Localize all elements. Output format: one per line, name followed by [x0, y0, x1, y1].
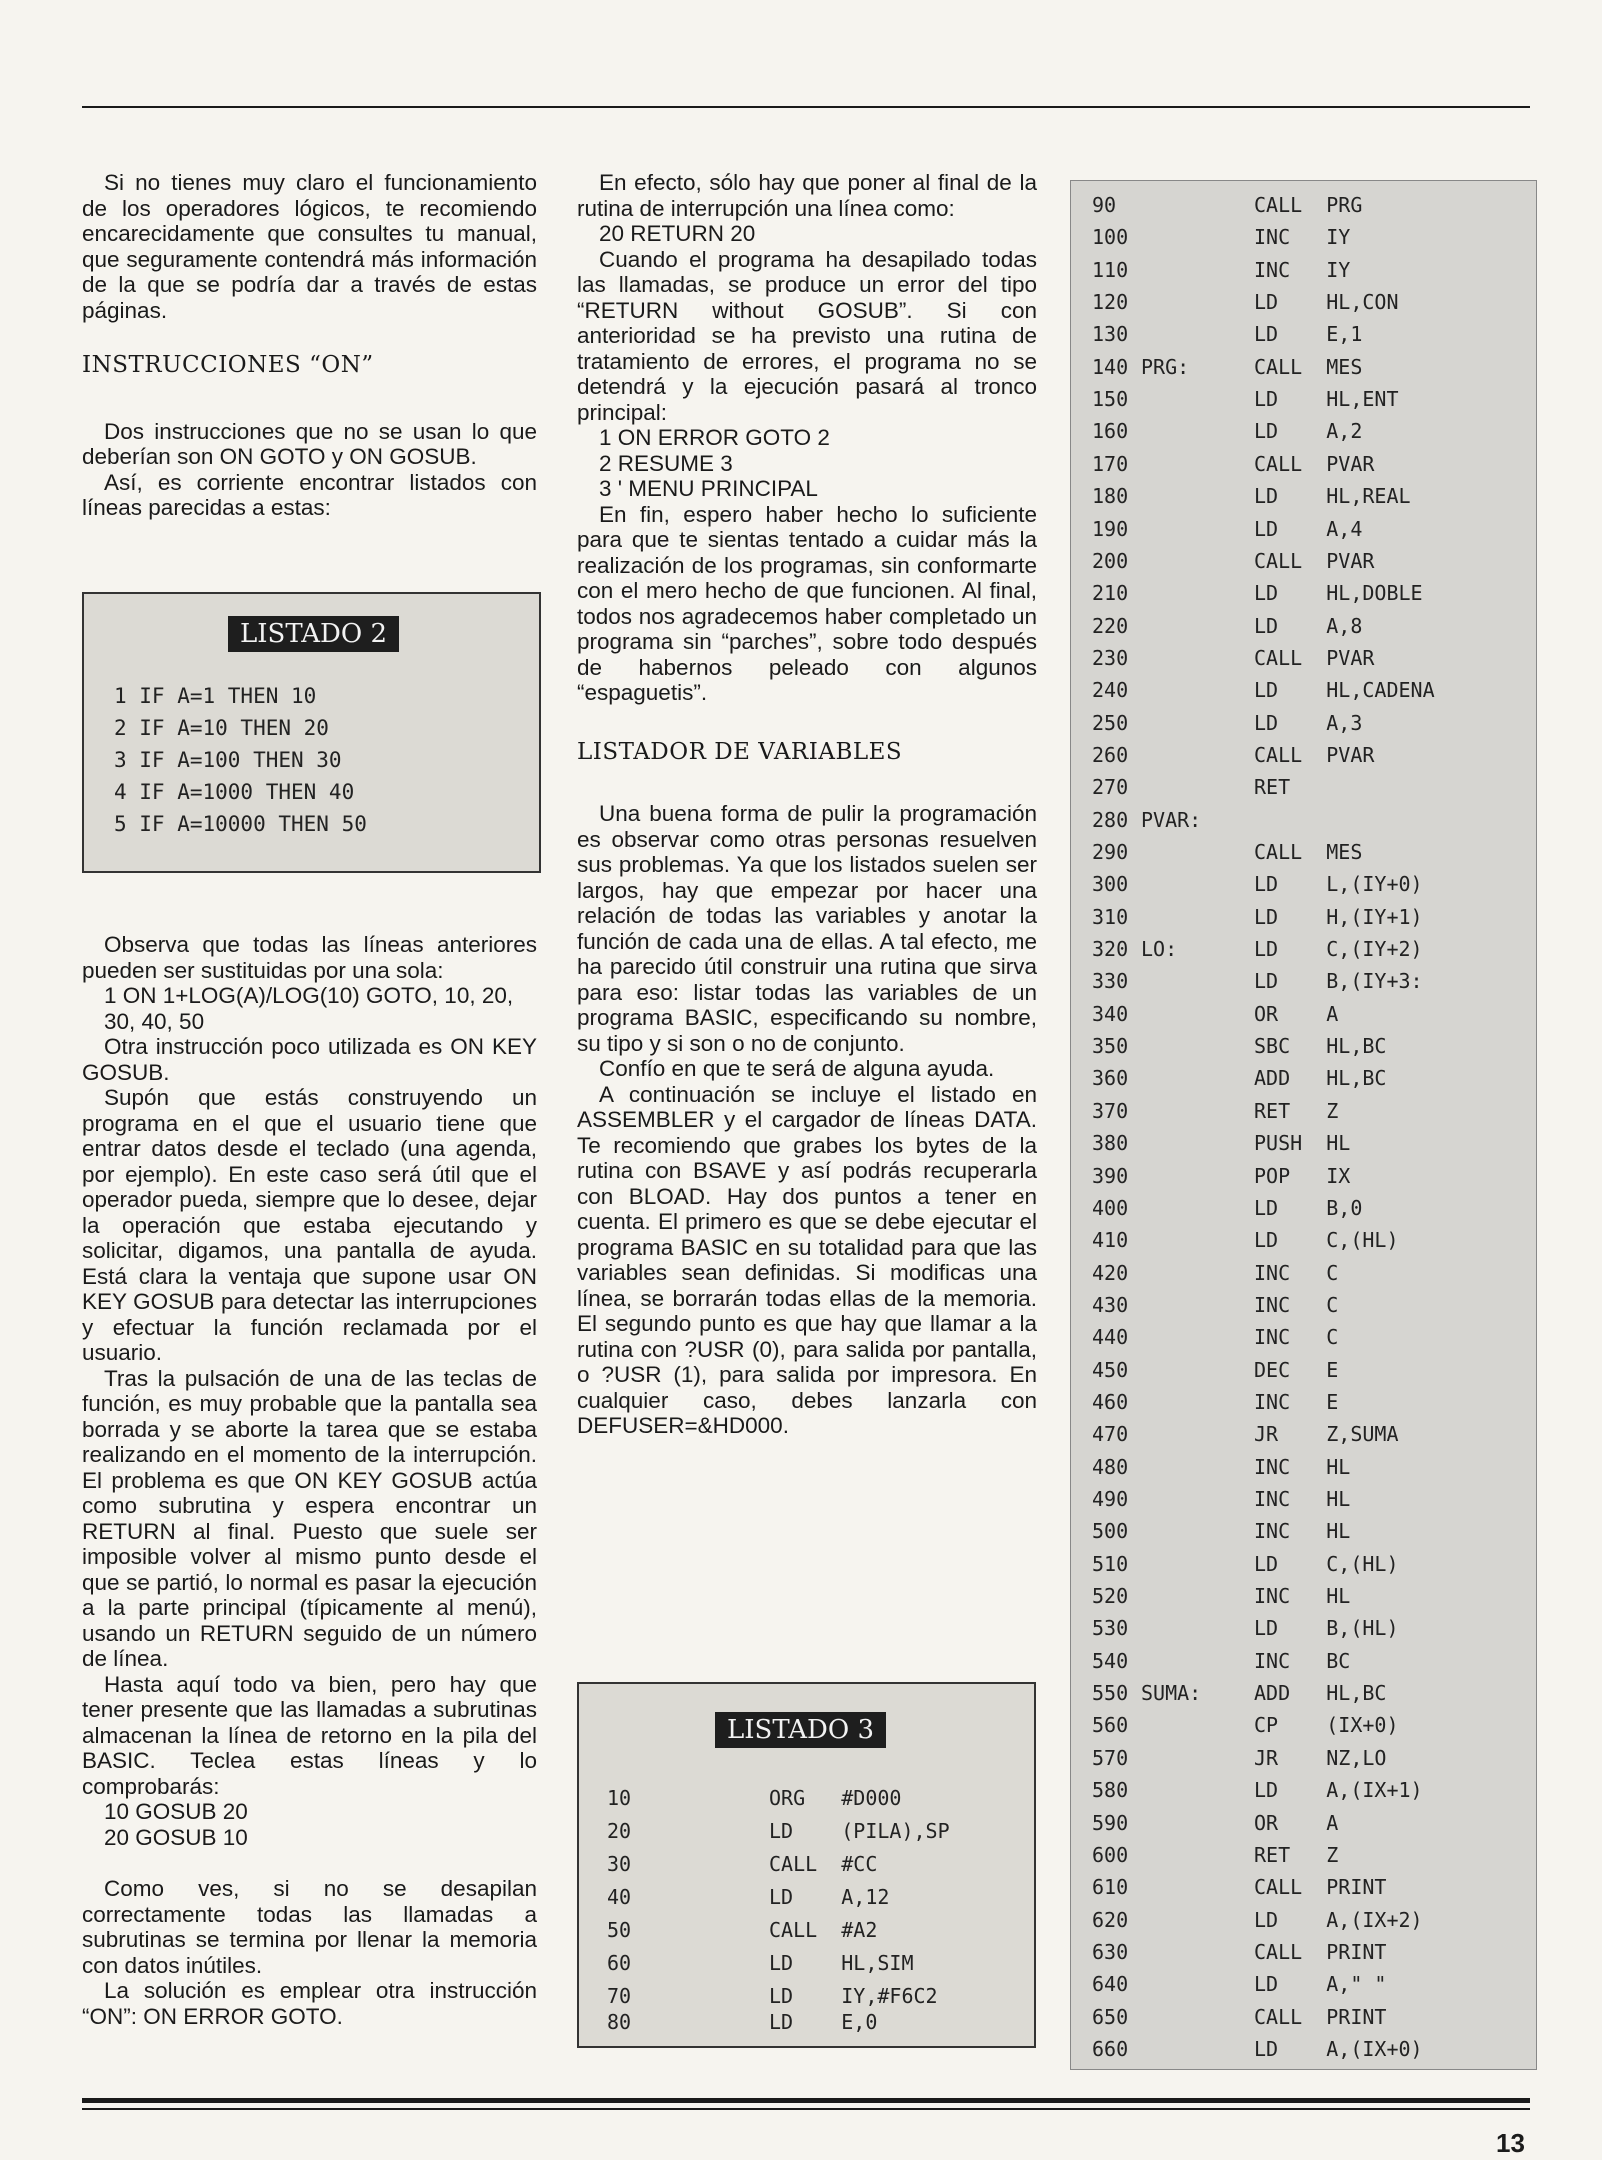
line-number: 140 [1092, 354, 1129, 379]
instruction: RET Z [1254, 1098, 1339, 1123]
listado-3-box [577, 1682, 1036, 2048]
instruction: INC HL [1254, 1584, 1351, 1609]
assembler-row [1071, 1681, 1536, 1713]
instruction: LD E,0 [769, 2010, 878, 2034]
assembler-row [1071, 1034, 1536, 1066]
assembler-row [1071, 646, 1536, 678]
assembler-row [1071, 1325, 1536, 1357]
paragraph-confio: Confío en que te será de alguna ayuda. [599, 1056, 995, 1081]
line-number: 430 [1092, 1292, 1129, 1317]
assembler-row [1071, 905, 1536, 937]
line-number: 620 [1092, 1907, 1129, 1932]
listado-2-line: 4 IF A=1000 THEN 40 [114, 780, 355, 804]
line-number: 340 [1092, 1001, 1129, 1026]
assembler-row [1071, 872, 1536, 904]
page-number: 13 [1496, 2128, 1525, 2158]
paragraph-fin: En fin, espero haber hecho lo suficiente para que te sientas tentado a cuidar más la realización de los programas, sin conformarte con el mero hecho de que funcionen. Al final, todos nos agradecemos haber completado un programa sin “parches”, sobre todo después de habernos peleado con algunos “espaguetis”. [577, 501, 1037, 705]
line-number: 310 [1092, 904, 1129, 929]
instruction: INC HL [1254, 1519, 1351, 1544]
line-number: 120 [1092, 290, 1129, 315]
assembler-row [1071, 1972, 1536, 2004]
instruction: CALL PVAR [1254, 742, 1375, 767]
line-number: 330 [1092, 969, 1129, 994]
assembler-row [1071, 1843, 1536, 1875]
instruction: LD A,(IX+0) [1254, 2036, 1423, 2061]
line-number: 250 [1092, 710, 1129, 735]
line-number: 180 [1092, 484, 1129, 509]
instruction: INC BC [1254, 1648, 1351, 1673]
line-number: 40 [607, 1885, 632, 1909]
code-gosub-line: 20 GOSUB 10 [104, 1824, 248, 1850]
assembler-row [1071, 452, 1536, 484]
instruction: PUSH HL [1254, 1131, 1351, 1156]
instruction: INC C [1254, 1325, 1339, 1350]
instruction: CALL PRINT [1254, 1939, 1387, 1964]
line-number: 230 [1092, 645, 1129, 670]
instruction: LD B,(HL) [1254, 1616, 1399, 1641]
line-number: 300 [1092, 872, 1129, 897]
instruction: INC HL [1254, 1454, 1351, 1479]
line-number: 90 [1092, 193, 1117, 217]
listado-3-row [579, 1951, 1034, 1984]
assembler-row [1071, 290, 1536, 322]
assembler-row [1071, 678, 1536, 710]
instruction: DEC E [1254, 1357, 1339, 1382]
line-number: 550 [1092, 1681, 1129, 1706]
assembler-row [1071, 484, 1536, 516]
line-number: 480 [1092, 1454, 1129, 1479]
instruction: LD A,(IX+2) [1254, 1907, 1423, 1932]
line-number: 320 [1092, 937, 1129, 962]
line-number: 270 [1092, 775, 1129, 800]
line-number: 190 [1092, 516, 1129, 541]
line-number: 650 [1092, 2004, 1129, 2029]
assembler-row [1071, 1099, 1536, 1131]
instruction: LD (PILA),SP [769, 1819, 950, 1843]
instruction: CALL MES [1254, 840, 1363, 864]
listado-3-row [579, 1819, 1034, 1852]
listado-3-row [579, 1885, 1034, 1918]
instruction: CALL PVAR [1254, 548, 1375, 573]
assembler-row [1071, 419, 1536, 451]
line-number: 370 [1092, 1098, 1129, 1123]
assembler-row [1071, 743, 1536, 775]
instruction: CALL MES [1254, 354, 1363, 379]
label: SUMA: [1141, 1681, 1202, 1706]
label: PVAR: [1141, 807, 1202, 832]
assembler-row [1071, 1940, 1536, 1972]
paragraph-buena: Una buena forma de pulir la programación es observar como otras personas resuelven sus problemas. Ya que los listados suelen ser largos, hay que empezar por hacer una relación de todas las variables y anotar la función de cada una de ellas. A tal efecto, me ha parecido útil construir una rutina que sirva para eso: listar todas las variables de un programa BASIC, especificando su nombre, su tipo y si son o no de conjunto. [577, 801, 1037, 1056]
instruction: LD HL,DOBLE [1254, 581, 1423, 606]
instruction: CALL PVAR [1254, 451, 1375, 476]
line-number: 570 [1092, 1745, 1129, 1770]
assembler-row [1071, 1196, 1536, 1228]
line-number: 10 [607, 1786, 632, 1810]
listado-2-line: 3 IF A=100 THEN 30 [114, 748, 342, 772]
code-gosub-line: 10 GOSUB 20 [104, 1799, 248, 1824]
line-number: 500 [1092, 1519, 1129, 1544]
assembler-row [1071, 711, 1536, 743]
paragraph-on-key: Otra instrucción poco utilizada es ON KEY GOSUB. [82, 1034, 537, 1085]
instruction: CALL PRINT [1254, 1875, 1387, 1900]
listado-2-label: LISTADO 2 [228, 616, 399, 652]
instruction: LD A," " [1254, 1972, 1387, 1997]
instruction: LD A,3 [1254, 710, 1363, 735]
paragraph-continuacion: A continuación se incluye el listado en ASSEMBLER y el cargador de líneas DATA. Te recomiendo que grabes los bytes de la rutina con BSAVE y así podrás recuperarla con BLOAD. Hay dos puntos a tener en cuenta. El primero es que se debe ejecutar el programa BASIC en su totalidad para que las variables sean definidas. Si modificas una línea, se borrarán todas ellas de la memoria. El segundo punto es que hay que llamar a la rutina con ?USR (0), para salida por pantalla, o ?USR (1), para salida por impresora. En cualquier caso, debes lanzarla con DEFUSER=&HD000. [577, 1081, 1037, 1438]
assembler-row [1071, 1455, 1536, 1487]
assembler-row [1071, 2005, 1536, 2037]
line-number: 540 [1092, 1648, 1129, 1673]
line-number: 600 [1092, 1842, 1129, 1867]
code-error-line: 2 RESUME 3 [599, 450, 733, 476]
line-number: 410 [1092, 1228, 1129, 1253]
listado-2-line: 2 IF A=10 THEN 20 [114, 716, 329, 740]
instruction: CALL PVAR [1254, 645, 1375, 670]
line-number: 130 [1092, 322, 1129, 347]
instruction: CP (IX+0) [1254, 1713, 1399, 1738]
assembler-row [1071, 614, 1536, 646]
code-on-log: 1 ON 1+LOG(A)/LOG(10) GOTO, 10, 20, 30, 40, 50 [104, 983, 514, 1034]
line-number: 510 [1092, 1551, 1129, 1576]
line-number: 630 [1092, 1939, 1129, 1964]
instruction: JR Z,SUMA [1254, 1422, 1399, 1447]
line-number: 470 [1092, 1422, 1129, 1447]
line-number: 240 [1092, 678, 1129, 703]
assembler-row [1071, 1616, 1536, 1648]
assembler-row [1071, 225, 1536, 257]
assembler-row [1071, 969, 1536, 1001]
listado-2-line: 5 IF A=10000 THEN 50 [114, 812, 367, 836]
assembler-row [1071, 775, 1536, 807]
column-2 [577, 170, 1037, 1439]
instruction: RET [1254, 775, 1291, 800]
assembler-row [1071, 1649, 1536, 1681]
instruction: LD C,(IY+2) [1254, 937, 1423, 962]
instruction: OR A [1254, 1810, 1339, 1835]
line-number: 530 [1092, 1616, 1129, 1641]
assembler-row [1071, 1746, 1536, 1778]
assembler-row [1071, 1713, 1536, 1745]
label: LO: [1141, 937, 1178, 962]
paragraph-on-2: Así, es corriente encontrar listados con líneas parecidas a estas: [82, 469, 537, 520]
assembler-row [1071, 355, 1536, 387]
line-number: 350 [1092, 1034, 1129, 1059]
instruction: LD A,4 [1254, 516, 1363, 541]
instruction: LD C,(HL) [1254, 1551, 1399, 1576]
paragraph-on-1: Dos instrucciones que no se usan lo que deberían son ON GOTO y ON GOSUB. [82, 418, 537, 469]
listado-3-row [579, 2010, 1034, 2043]
instruction: LD A,(IX+1) [1254, 1778, 1423, 1803]
assembler-row [1071, 1487, 1536, 1519]
line-number: 210 [1092, 581, 1129, 606]
line-number: 200 [1092, 548, 1129, 573]
top-rule [82, 106, 1530, 108]
listado-3-row [579, 1852, 1034, 1885]
line-number: 30 [607, 1852, 632, 1876]
listado-2-line: 1 IF A=1 THEN 10 [114, 684, 317, 708]
assembler-row [1071, 581, 1536, 613]
assembler-row [1071, 258, 1536, 290]
instruction: INC C [1254, 1292, 1339, 1317]
line-number: 260 [1092, 742, 1129, 767]
instruction: LD B,0 [1254, 1195, 1363, 1220]
assembler-row [1071, 1066, 1536, 1098]
instruction: RET Z [1254, 1842, 1339, 1867]
line-number: 390 [1092, 1163, 1129, 1188]
instruction: LD HL,ENT [1254, 387, 1399, 412]
paragraph-cuando: Cuando el programa ha desapilado todas las llamadas, se produce un error del tipo “RETURN without GOSUB”. Si con anterioridad se ha previsto una rutina de tratamiento de errores, el programa no se detendrá y la ejecución pasará al tronco principal: [577, 246, 1037, 425]
instruction: LD H,(IY+1) [1254, 904, 1423, 929]
assembler-row [1071, 1164, 1536, 1196]
column-1 [82, 170, 537, 521]
instruction: ORG #D000 [769, 1786, 902, 1810]
heading-instrucciones-on: INSTRUCCIONES “ON” [82, 352, 374, 378]
line-number: 110 [1092, 257, 1129, 282]
line-number: 160 [1092, 419, 1129, 444]
line-number: 280 [1092, 807, 1129, 832]
instruction: INC IY [1254, 225, 1351, 250]
assembler-row [1071, 1131, 1536, 1163]
instruction: LD IY,#F6C2 [769, 1984, 938, 2008]
line-number: 290 [1092, 840, 1129, 864]
assembler-row [1071, 2037, 1536, 2069]
label: PRG: [1141, 354, 1190, 379]
assembler-row [1071, 1908, 1536, 1940]
assembler-listing [1070, 180, 1537, 2070]
line-number: 450 [1092, 1357, 1129, 1382]
listado-3-row [579, 1786, 1034, 1819]
instruction: LD HL,CADENA [1254, 678, 1435, 703]
paragraph-como: Como ves, si no se desapilan correctamente todas las llamadas a subrutinas se termina por llenar la memoria con datos inútiles. [82, 1876, 537, 1978]
line-number: 420 [1092, 1260, 1129, 1285]
line-number: 400 [1092, 1195, 1129, 1220]
instruction: SBC HL,BC [1254, 1034, 1387, 1059]
assembler-row [1071, 1293, 1536, 1325]
line-number: 460 [1092, 1389, 1129, 1414]
column-1-continued [82, 932, 537, 2029]
instruction: LD A,12 [769, 1885, 890, 1909]
line-number: 50 [607, 1918, 632, 1942]
assembler-row [1071, 1422, 1536, 1454]
code-return: 20 RETURN 20 [599, 221, 756, 246]
line-number: 660 [1092, 2036, 1129, 2061]
line-number: 580 [1092, 1778, 1129, 1803]
assembler-row [1071, 1875, 1536, 1907]
instruction: CALL #CC [769, 1852, 878, 1876]
listado-3-label: LISTADO 3 [715, 1712, 886, 1748]
line-number: 440 [1092, 1325, 1129, 1350]
paragraph-efecto: En efecto, sólo hay que poner al final de la rutina de interrupción una línea como: [577, 170, 1037, 221]
instruction: LD A,8 [1254, 613, 1363, 638]
line-number: 150 [1092, 387, 1129, 412]
line-number: 490 [1092, 1487, 1129, 1511]
line-number: 380 [1092, 1131, 1129, 1156]
assembler-row [1071, 1228, 1536, 1260]
line-number: 70 [607, 1984, 632, 2008]
bottom-rule-thick [82, 2098, 1530, 2103]
paragraph-tras: Tras la pulsación de una de las teclas de función, es muy probable que la pantalla sea borrada y se aborte la tarea que se estaba realizando en el momento de la interrupción. El problema es que ON KEY GOSUB actúa como subrutina y espera encontrar un RETURN al final. Puesto que suele ser imposible volver al mismo punto desde el que se partió, lo normal es pasar la ejecución a la parte principal (típicamente al menú), usando un RETURN seguido de un número de línea. [82, 1365, 537, 1671]
instruction: LD E,1 [1254, 322, 1363, 347]
instruction: INC C [1254, 1260, 1339, 1285]
assembler-row [1071, 840, 1536, 872]
assembler-row [1071, 808, 1536, 840]
instruction: CALL #A2 [769, 1918, 878, 1942]
paragraph-supon: Supón que estás construyendo un programa en el que el usuario tiene que entrar datos desde el teclado (una agenda, por ejemplo). En este caso será útil que el operador pueda, siempre que lo desee, dejar la operación que estaba ejecutando y solicitar, digamos, una pantalla de ayuda. Está clara la ventaja que supone usar ON KEY GOSUB para detectar las interrupciones y efectuar la función reclamada por el usuario. [82, 1085, 537, 1365]
bottom-rule-thin [82, 2108, 1530, 2110]
line-number: 360 [1092, 1066, 1129, 1091]
assembler-row [1071, 1584, 1536, 1616]
assembler-row [1071, 1002, 1536, 1034]
instruction: CALL PRG [1254, 193, 1363, 217]
line-number: 560 [1092, 1713, 1129, 1738]
code-error-line: 3 ' MENU PRINCIPAL [599, 476, 818, 501]
paragraph-solucion: La solución es emplear otra instrucción “ON”: ON ERROR GOTO. [82, 1978, 537, 2029]
instruction: POP IX [1254, 1163, 1351, 1188]
instruction: ADD HL,BC [1254, 1066, 1387, 1091]
instruction: ADD HL,BC [1254, 1681, 1387, 1706]
assembler-row [1071, 387, 1536, 419]
line-number: 610 [1092, 1875, 1129, 1900]
line-number: 520 [1092, 1584, 1129, 1609]
assembler-row [1071, 549, 1536, 581]
line-number: 170 [1092, 451, 1129, 476]
instruction: INC IY [1254, 257, 1351, 282]
instruction: LD C,(HL) [1254, 1228, 1399, 1253]
instruction: OR A [1254, 1001, 1339, 1026]
assembler-row [1071, 1261, 1536, 1293]
instruction: LD L,(IY+0) [1254, 872, 1423, 897]
assembler-row [1071, 517, 1536, 549]
line-number: 80 [607, 2010, 632, 2034]
instruction: INC E [1254, 1389, 1339, 1414]
line-number: 60 [607, 1951, 632, 1975]
assembler-row [1071, 1811, 1536, 1843]
intro-paragraph: Si no tienes muy claro el funcionamiento de los operadores lógicos, te recomiendo encarecidamente que consultes tu manual, que seguramente contendrá más información de la que se podría dar a través de estas páginas. [82, 170, 537, 323]
assembler-row [1071, 193, 1536, 225]
instruction: LD A,2 [1254, 419, 1363, 444]
listado-3-row [579, 1918, 1034, 1951]
line-number: 100 [1092, 225, 1129, 250]
assembler-row [1071, 937, 1536, 969]
line-number: 640 [1092, 1972, 1129, 1997]
paragraph-observa: Observa que todas las líneas anteriores pueden ser sustituidas por una sola: [82, 932, 537, 983]
instruction: LD HL,CON [1254, 290, 1399, 315]
instruction: LD HL,SIM [769, 1951, 914, 1975]
instruction: INC HL [1254, 1487, 1351, 1511]
instruction: LD HL,REAL [1254, 484, 1411, 509]
code-error-line: 1 ON ERROR GOTO 2 [599, 425, 830, 450]
instruction: CALL PRINT [1254, 2004, 1387, 2029]
assembler-row [1071, 1778, 1536, 1810]
line-number: 20 [607, 1819, 632, 1843]
listado-2-box [82, 592, 541, 873]
assembler-row [1071, 322, 1536, 354]
assembler-row [1071, 1552, 1536, 1584]
paragraph-hasta: Hasta aquí todo va bien, pero hay que tener presente que las llamadas a subrutinas almacenan la línea de retorno en la pila del BASIC. Teclea estas líneas y lo comprobarás: [82, 1671, 537, 1799]
line-number: 220 [1092, 613, 1129, 638]
assembler-row [1071, 1519, 1536, 1551]
line-number: 590 [1092, 1810, 1129, 1835]
instruction: LD B,(IY+3: [1254, 969, 1423, 994]
assembler-row [1071, 1390, 1536, 1422]
instruction: JR NZ,LO [1254, 1745, 1387, 1770]
heading-listador-variables: LISTADOR DE VARIABLES [577, 738, 903, 765]
assembler-row [1071, 1358, 1536, 1390]
